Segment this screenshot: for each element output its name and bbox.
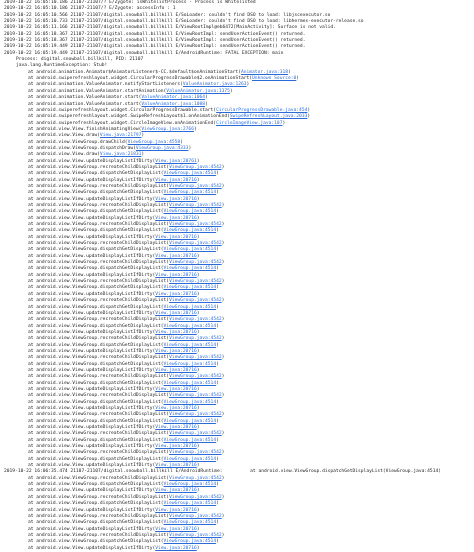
stack-frame-method: at android.view.View.updateDisplayListIfDirty( <box>28 444 156 450</box>
stack-frame-method: at android.view.ViewGroup.dispatchGetDisplayList( <box>28 171 164 177</box>
stack-frame-method: at android.view.View.updateDisplayListIfDirty( <box>28 386 156 392</box>
stack-frame-tail: ) <box>282 120 286 126</box>
stack-frame-method: at android.view.ViewGroup.dispatchGetDisplayList( <box>28 520 164 526</box>
stack-frame-method: at android.view.ViewGroup.recreateChildDisplayList( <box>28 164 170 170</box>
source-link[interactable]: View.java:20716 <box>155 386 197 392</box>
stack-frame-method: at android.view.ViewGroup.dispatchDraw( <box>28 145 136 151</box>
source-link[interactable]: ViewGroup.java:4542 <box>169 260 222 266</box>
stack-frame-method: at android.view.ViewGroup.recreateChildDisplayList( <box>28 222 170 228</box>
stack-frame-tail: ) <box>221 222 225 228</box>
source-link[interactable]: ViewGroup.java:4514 <box>163 520 217 526</box>
source-link[interactable]: View.java:20716 <box>155 348 197 354</box>
stack-frame-method: at android.swiperefreshlayout.widget.SwipeRefreshLayout$1.onAnimationEnd( <box>28 114 230 120</box>
stack-frame-method: at android.view.ViewGroup.recreateChildDisplayList( <box>28 431 170 437</box>
log-entry: 2019-10-22 16:05:10.186 21107-21107/? E/Zygote: accessInfo : 1 <box>4 6 176 12</box>
source-link[interactable]: ViewGroup.java:4514 <box>163 304 217 310</box>
source-link[interactable]: Animator.java:318 <box>240 69 288 75</box>
stack-frame-method: at android.view.View.updateDisplayListIfDirty( <box>28 348 156 354</box>
stack-frame-tail: ) <box>196 329 200 335</box>
source-link[interactable]: View.java:20716 <box>155 444 197 450</box>
stack-frame-method: at android.view.View.updateDisplayListIfDirty( <box>28 507 156 513</box>
stack-frame-tail: ) <box>246 82 250 88</box>
source-link[interactable]: ViewGroup.java:2766 <box>141 126 194 132</box>
source-link[interactable]: View.java:21797 <box>99 133 142 139</box>
stack-frame-tail: ) <box>216 171 219 177</box>
stack-frame-tail: ) <box>216 247 219 253</box>
source-link[interactable]: View.java:21831 <box>99 152 142 158</box>
stack-frame-method: at android.swiperefreshlayout.widget.CircleImageView.onAnimationEnd( <box>28 120 217 126</box>
stack-frame-method: at android.view.ViewGroup.dispatchGetDisplayList( <box>28 418 164 424</box>
source-link[interactable]: View.java:20716 <box>155 272 197 278</box>
source-link[interactable]: ViewGroup.java:4514 <box>163 228 217 234</box>
stack-frame-tail: ) <box>196 425 200 431</box>
source-link[interactable]: ViewGroup.java:4542 <box>169 183 222 189</box>
log-entry: 2019-10-22 16:05:19.449 21107-21107/digital.snowball.billkill E/AndroidRuntime: FATAL EXCEPTION: main <box>4 50 284 56</box>
source-link[interactable]: ViewGroup.java:4542 <box>169 336 222 342</box>
source-link[interactable]: ViewGroup.java:4542 <box>169 431 222 437</box>
stack-frame-method: at android.view.ViewGroup.dispatchGetDisplayList( <box>28 323 164 329</box>
stack-frame-tail: ) <box>205 101 208 107</box>
stack-frame-tail: ) <box>196 272 200 278</box>
stack-frame-method: at android.animation.ValueAnimator.start( <box>28 95 142 101</box>
source-link[interactable]: ViewGroup.java:4514 <box>163 482 217 488</box>
stack-frame-tail: ) <box>216 539 219 545</box>
stack-frame-method: at android.view.View.updateDisplayListIfDirty( <box>28 310 156 316</box>
stack-frame-tail: ) <box>221 475 225 481</box>
source-link[interactable]: ViewGroup.java:4542 <box>169 203 222 208</box>
source-link[interactable]: Unknown Source:0 <box>252 76 297 82</box>
stack-frame-tail: ) <box>229 88 233 94</box>
stack-frame-tail: ) <box>216 482 219 488</box>
stack-frame-tail: ) <box>196 177 200 183</box>
stack-frame-method: at android.view.ViewGroup.recreateChildDisplayList( <box>28 374 170 380</box>
stack-frame-method: at android.view.View.updateDisplayListIfDirty( <box>28 463 156 469</box>
stack-frame-method: at android.view.ViewGroup.recreateChildDisplayList( <box>28 355 170 361</box>
stack-frame-tail: ) <box>296 76 300 82</box>
source-link[interactable]: ViewGroup.java:4542 <box>169 222 222 228</box>
stack-frame-method: at android.view.ViewGroup.recreateChildDisplayList( <box>28 183 170 189</box>
stack-frame-tail: ) <box>221 317 225 323</box>
source-link[interactable]: ViewGroup.java:4542 <box>169 532 222 538</box>
source-link[interactable]: ViewGroup.java:4514 <box>163 285 217 291</box>
source-link[interactable]: ViewGroup.java:4542 <box>169 279 222 285</box>
stack-frame-method: at android.view.ViewGroup.dispatchGetDisplayList( <box>28 361 164 367</box>
source-link[interactable]: ViewGroup.java:4542 <box>169 475 222 481</box>
source-link[interactable]: ViewGroup.java:4542 <box>169 298 222 304</box>
stack-frame-tail: ) <box>196 158 200 164</box>
log-entry: 2019-10-22 16:05:19.449 21107-21107/digital.snowball.billkill E/ViewRootImpl: sendUserActionEvent() returned. <box>4 44 306 50</box>
stack-frame-method: at android.view.ViewGroup.recreateChildDisplayList( <box>28 494 170 500</box>
stack-frame-tail: ) <box>307 107 311 113</box>
source-link[interactable]: View.java:20716 <box>155 488 197 494</box>
log-entry: 2019-10-22 16:05:10.186 21107-21107/? E/Zygote: isWhitelistProcess - Process is Whitelisted <box>4 0 256 5</box>
stack-frame-tail: ) <box>141 152 145 158</box>
stack-frame-tail: ) <box>180 139 183 145</box>
stack-frame-method: at android.view.View.updateDisplayListIfDirty( <box>28 329 156 335</box>
stack-frame-tail: ) <box>188 145 192 151</box>
source-link[interactable]: ViewGroup.java:4514 <box>163 501 217 507</box>
stack-frame-tail: ) <box>216 304 219 310</box>
stack-frame-method: at android.view.View.updateDisplayListIfDirty( <box>28 488 156 494</box>
stack-frame-tail: ) <box>221 241 225 247</box>
source-link[interactable]: ValueAnimator.java:1064 <box>141 95 206 101</box>
stack-frame-method: at android.view.ViewGroup.dispatchGetDisplayList( <box>28 399 164 405</box>
stack-frame-tail: ) <box>221 393 225 399</box>
source-link[interactable]: ViewGroup.java:4542 <box>169 412 222 418</box>
stack-frame-method: at android.view.ViewGroup.dispatchGetDisplayList( <box>28 482 164 488</box>
stack-frame-method: at android.animation.ValueAnimator.startAnimation( <box>28 88 167 94</box>
stack-frame-tail: ) <box>196 310 200 316</box>
source-link[interactable]: ViewGroup.java:4542 <box>169 513 222 519</box>
stack-frame-tail: ) <box>196 234 200 240</box>
source-link[interactable]: ValueAnimator.java:1375 <box>166 88 230 94</box>
stack-frame-tail: ) <box>196 545 200 551</box>
stack-frame-tail: ) <box>221 164 225 170</box>
stack-frame-method: at android.view.ViewGroup.recreateChildDisplayList( <box>28 298 170 304</box>
stack-frame-method: at android.view.ViewGroup.recreateChildDisplayList( <box>28 475 170 481</box>
stack-frame-method: at android.view.ViewGroup.recreateChildDisplayList( <box>28 513 170 519</box>
stack-frame-tail: ) <box>196 463 200 469</box>
source-link[interactable]: ViewGroup.java:4514 <box>163 539 217 545</box>
source-link[interactable]: ViewGroup.java:4514 <box>163 209 217 215</box>
source-link[interactable]: ViewGroup.java:4514 <box>163 399 217 405</box>
source-link[interactable]: ViewGroup.java:4542 <box>169 355 222 361</box>
stack-frame-tail: ) <box>221 203 225 208</box>
stack-frame-method: at android.animation.Animator$AnimatorListener$-CC.$default$onAnimationStart( <box>28 69 241 75</box>
stack-frame-tail: ) <box>216 285 219 291</box>
stack-frame-tail: ) <box>141 133 145 139</box>
stack-frame-tail: ) <box>221 431 225 437</box>
process-line: Process: digital.snowball.billkill, PID: 21107 <box>16 57 144 63</box>
source-link[interactable]: View.java:20716 <box>155 507 197 513</box>
stack-frame-method: at android.view.View.updateDisplayListIfDirty( <box>28 291 156 297</box>
stack-frame-tail: ) <box>221 494 225 500</box>
stack-frame-method: at android.view.ViewGroup.dispatchGetDisplayList( <box>28 380 164 386</box>
stack-frame-tail: ) <box>221 374 225 380</box>
stack-frame-method: at android.view.ViewGroup.recreateChildDisplayList( <box>28 393 170 399</box>
stack-frame-method: at android.view.View.updateDisplayListIfDirty( <box>28 196 156 202</box>
stack-frame-method: at android.view.ViewGroup.recreateChildDisplayList( <box>28 203 170 208</box>
source-link[interactable]: ViewGroup.java:4542 <box>169 393 222 399</box>
stack-frame-method: at android.view.View.updateDisplayListIfDirty( <box>28 425 156 431</box>
stack-frame-method: at android.animation.ValueAnimator.start( <box>28 101 142 107</box>
stack-frame-method: at android.view.ViewGroup.dispatchGetDisplayList( <box>28 539 164 545</box>
stack-frame-tail: ) <box>196 253 200 259</box>
stack-frame-tail: ) <box>216 266 219 272</box>
source-link[interactable]: View.java:20716 <box>155 196 197 202</box>
stack-frame-method: at android.view.ViewGroup.dispatchGetDisplayList( <box>28 437 164 443</box>
log-entry: 2019-10-22 16:05:11.166 21107-21107/digital.snowball.billkill E/ViewRootImpl@eb6472[MainActivity]: Surface is not valid. <box>4 25 336 31</box>
exception-line: java.lang.RuntimeException: Stub! <box>16 63 108 69</box>
logcat-output[interactable] <box>4 0 472 551</box>
source-link[interactable]: ViewGroup.java:4514 <box>163 380 217 386</box>
stack-frame-tail: ) <box>196 348 200 354</box>
stack-frame-tail: ) <box>216 228 219 234</box>
source-link[interactable]: ViewGroup.java:4514 <box>163 190 217 196</box>
stack-frame-tail: ) <box>216 501 219 507</box>
stack-frame-tail: ) <box>307 114 311 120</box>
stack-frame-method: at android.view.ViewGroup.dispatchGetDisplayList( <box>28 190 164 196</box>
source-link[interactable]: SwipeRefreshLayout.java:2033 <box>229 114 308 120</box>
stack-frame-tail: ) <box>216 520 219 526</box>
stack-frame-tail: ) <box>196 386 200 392</box>
source-link[interactable]: ViewGroup.java:4514 <box>163 456 217 462</box>
stack-frame-method: at android.view.ViewGroup.dispatchGetDisplayList( <box>28 247 164 253</box>
stack-frame-tail: ) <box>216 209 219 215</box>
stack-frame-method: at android.view.View.updateDisplayListIfDirty( <box>28 406 156 411</box>
source-link[interactable]: View.java:20716 <box>155 463 197 469</box>
stack-frame-method: at android.view.View.finishAnimatingView( <box>28 126 142 132</box>
stack-frame-method: at android.view.View.updateDisplayListIfDirty( <box>28 367 156 373</box>
log-entry: 2019-10-22 16:05:10.566 21107-21107/digital.snowball.billkill E/SoLoader: couldn't find DSO to load: libjscexecutor.so <box>4 12 331 18</box>
source-link[interactable]: ViewGroup.java:4514 <box>163 361 217 367</box>
stack-frame-method: at android.view.View.updateDisplayListIfDirty( <box>28 158 156 164</box>
source-link[interactable]: ViewGroup.java:4514 <box>163 418 217 424</box>
stack-frame-tail: ) <box>216 437 219 443</box>
log-entry-text: at android.view.ViewGroup.dispatchGetDisplayList(ViewGroup.java:4514) <box>250 469 441 475</box>
stack-frame-method: at android.view.ViewGroup.dispatchGetDisplayList( <box>28 342 164 348</box>
stack-frame-method: at android.view.ViewGroup.recreateChildDisplayList( <box>28 532 170 538</box>
source-link[interactable]: ViewGroup.java:4514 <box>163 323 217 329</box>
log-entry: 2019-10-22 16:05:18.367 21107-21107/digital.snowball.billkill E/ViewRootImpl: sendUserActionEvent() returned. <box>4 31 306 37</box>
stack-frame-tail: ) <box>221 532 225 538</box>
source-link[interactable]: View.java:20716 <box>155 215 197 221</box>
source-link[interactable]: ValueAnimator.java:1263 <box>182 82 247 88</box>
source-link[interactable]: View.java:20716 <box>155 177 197 183</box>
source-link[interactable]: ValueAnimator.java:1088 <box>141 101 206 107</box>
stack-frame-tail: ) <box>221 336 225 342</box>
source-link[interactable]: View.java:20716 <box>155 329 197 335</box>
stack-frame-tail: ) <box>196 367 200 373</box>
stack-frame-method: at android.view.ViewGroup.dispatchGetDisplayList( <box>28 228 164 234</box>
source-link[interactable]: View.java:20716 <box>155 291 197 297</box>
stack-frame-method: at android.view.ViewGroup.recreateChildDisplayList( <box>28 279 170 285</box>
stack-frame-tail: ) <box>216 456 219 462</box>
stack-frame-tail: ) <box>196 444 200 450</box>
stack-frame-method: at android.view.ViewGroup.dispatchGetDisplayList( <box>28 456 164 462</box>
stack-frame-tail: ) <box>221 298 225 304</box>
source-link[interactable]: View.java:20716 <box>155 425 197 431</box>
source-link[interactable]: ViewGroup.java:4333 <box>135 145 189 151</box>
stack-frame-method: at android.view.ViewGroup.recreateChildDisplayList( <box>28 260 170 266</box>
stack-frame-tail: ) <box>288 69 291 75</box>
source-link[interactable]: View.java:20716 <box>155 526 197 532</box>
stack-frame-tail: ) <box>221 412 225 418</box>
stack-frame-tail: ) <box>216 418 219 424</box>
stack-frame-method: at android.animation.ValueAnimator.notifyStartListeners( <box>28 82 183 88</box>
stack-frame-method: at android.view.ViewGroup.recreateChildDisplayList( <box>28 317 170 323</box>
stack-frame-method: at android.view.View.updateDisplayListIfDirty( <box>28 253 156 259</box>
source-link[interactable]: ViewGroup.java:4514 <box>163 247 217 253</box>
stack-frame-method: at android.view.ViewGroup.drawChild( <box>28 139 128 145</box>
stack-frame-tail: ) <box>221 450 225 456</box>
source-link[interactable]: ViewGroup.java:4514 <box>163 437 217 443</box>
stack-frame-method: at android.view.View.updateDisplayListIfDirty( <box>28 545 156 551</box>
stack-frame-method: at android.swiperefreshlayout.widget.CircularProgressDrawable$2.onAnimationStart( <box>28 76 253 82</box>
log-entry: 2019-10-22 16:05:10.733 21107-21107/digital.snowball.billkill E/SoLoader: couldn't find DSO to load: libhermes-executor-release.so <box>4 19 364 25</box>
source-link[interactable]: ViewGroup.java:4542 <box>169 164 222 170</box>
stack-frame-method: at android.view.ViewGroup.dispatchGetDisplayList( <box>28 285 164 291</box>
stack-frame-method: at android.view.View.updateDisplayListIfDirty( <box>28 272 156 278</box>
stack-frame-tail: ) <box>196 196 200 202</box>
log-entry-prefix: 2019-10-22 16:06:35.474 21107-21107/digital.snowball.billkill E/AndroidRuntime: <box>4 469 251 475</box>
stack-frame-tail: ) <box>205 95 208 101</box>
source-link[interactable]: ViewGroup.java:4558 <box>127 139 181 145</box>
source-link[interactable]: ViewGroup.java:4514 <box>163 171 217 177</box>
stack-frame-tail: ) <box>193 126 197 132</box>
stack-frame-tail: ) <box>216 190 219 196</box>
stack-frame-method: at android.swiperefreshlayout.widget.CircularProgressDrawable.start( <box>28 107 217 113</box>
source-link[interactable]: ViewGroup.java:4514 <box>163 266 217 272</box>
source-link[interactable]: View.java:20716 <box>155 234 197 240</box>
source-link[interactable]: ViewGroup.java:4542 <box>169 450 222 456</box>
log-entry: 2019-10-22 16:05:18.367 21107-21107/digital.snowball.billkill E/ViewRootImpl: sendUserActionEvent() returned. <box>4 38 306 44</box>
stack-frame-method: at android.view.View.draw( <box>28 152 100 158</box>
stack-frame-method: at android.view.ViewGroup.dispatchGetDisplayList( <box>28 501 164 507</box>
source-link[interactable]: ViewGroup.java:4542 <box>169 241 222 247</box>
stack-frame-tail: ) <box>221 260 225 266</box>
stack-frame-tail: ) <box>221 513 225 519</box>
stack-frame-tail: ) <box>216 361 219 367</box>
stack-frame-method: at android.view.ViewGroup.recreateChildDisplayList( <box>28 450 170 456</box>
stack-frame-tail: ) <box>221 355 225 361</box>
source-link[interactable]: ViewGroup.java:4542 <box>169 317 222 323</box>
stack-frame-method: at android.view.ViewGroup.dispatchGetDisplayList( <box>28 209 164 215</box>
stack-frame-method: at android.view.View.updateDisplayListIfDirty( <box>28 234 156 240</box>
stack-frame <box>4 546 472 552</box>
source-link[interactable]: ViewGroup.java:4542 <box>169 374 222 380</box>
source-link[interactable]: CircleImageView.java:107 <box>216 120 283 126</box>
source-link[interactable]: View.java:20716 <box>155 545 197 551</box>
stack-frame-method: at android.view.ViewGroup.recreateChildDisplayList( <box>28 336 170 342</box>
stack-frame-tail: ) <box>221 279 225 285</box>
stack-frame-method: at android.view.ViewGroup.dispatchGetDisplayList( <box>28 304 164 310</box>
source-link[interactable]: ViewGroup.java:4514 <box>163 342 217 348</box>
stack-frame-tail: ) <box>196 507 200 513</box>
stack-frame-tail: ) <box>216 399 219 405</box>
stack-frame-tail: ) <box>221 183 225 189</box>
stack-frame-tail: ) <box>196 215 200 221</box>
source-link[interactable]: View.java:20716 <box>155 367 197 373</box>
stack-frame-method: at android.view.View.updateDisplayListIfDirty( <box>28 526 156 532</box>
stack-frame-tail: ) <box>216 323 219 329</box>
stack-frame-method: at android.view.View.draw( <box>28 133 100 139</box>
stack-frame-tail: ) <box>216 342 219 348</box>
stack-frame-tail: ) <box>196 488 200 494</box>
stack-frame-tail: ) <box>196 526 200 532</box>
stack-frame-method: at android.view.View.updateDisplayListIfDirty( <box>28 177 156 183</box>
stack-frame-tail: ) <box>216 380 219 386</box>
source-link[interactable]: View.java:20761 <box>155 158 197 164</box>
stack-frame-tail: ) <box>196 406 200 411</box>
source-link[interactable]: View.java:20716 <box>155 310 197 316</box>
stack-frame-method: at android.view.ViewGroup.recreateChildDisplayList( <box>28 412 170 418</box>
stack-frame-tail: ) <box>196 291 200 297</box>
stack-frame-method: at android.view.ViewGroup.dispatchGetDisplayList( <box>28 266 164 272</box>
stack-frame-method: at android.view.ViewGroup.recreateChildDisplayList( <box>28 241 170 247</box>
source-link[interactable]: CircularProgressDrawable.java:454 <box>216 107 308 113</box>
stack-frame-method: at android.view.View.updateDisplayListIfDirty( <box>28 215 156 221</box>
source-link[interactable]: ViewGroup.java:4542 <box>169 494 222 500</box>
source-link[interactable]: View.java:20716 <box>155 253 197 259</box>
source-link[interactable]: View.java:20716 <box>155 406 197 411</box>
